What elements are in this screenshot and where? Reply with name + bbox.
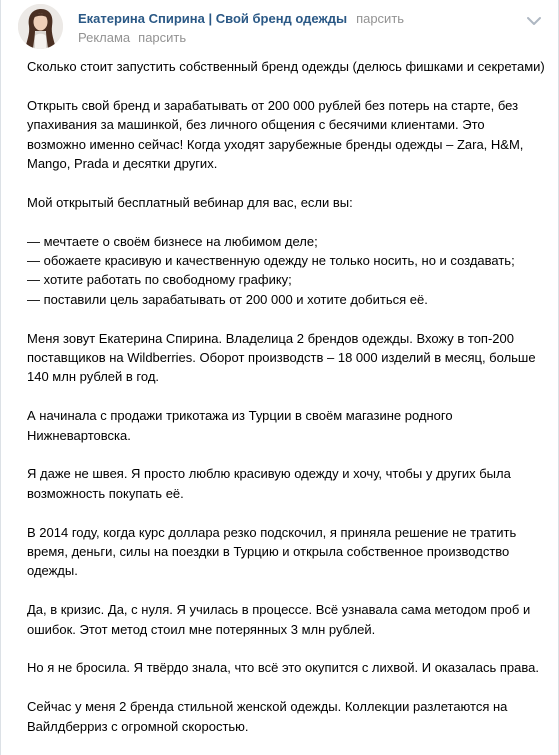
- post-paragraph: В 2014 году, когда курс доллара резко подскочил, я приняла решение не тратить время, деньги, силы на поездки в Турцию и открыла собственное производство одежды.: [27, 524, 517, 579]
- post-paragraph: Сколько стоит запустить собственный бренд одежды (делюсь фишками и секретами): [27, 59, 545, 74]
- chevron-down-icon[interactable]: [526, 15, 542, 27]
- parse-link[interactable]: парсить: [356, 11, 405, 26]
- ad-label: Реклама: [78, 30, 131, 45]
- post-paragraph: — мечтаете о своём бизнесе на любимом деле; — обожаете красивую и качественную одежду не только носить, но и создавать; — хотите работать по свободному графику; — поставили цель зарабатывать от 200 000 и хотите добиться её.: [27, 233, 515, 307]
- meta-parse-link[interactable]: парсить: [138, 30, 187, 45]
- post-meta: [78, 30, 186, 46]
- avatar[interactable]: [18, 4, 63, 49]
- post-paragraph: Я даже не швея. Я просто люблю красивую одежду и хочу, чтобы у других была возможность покупать её.: [27, 466, 511, 501]
- avatar-photo: [18, 4, 63, 49]
- post-paragraph: Сейчас у меня 2 бренда стильной женской одежды. Коллекции разлетаются на Вайлдберриз с огромной скоростью.: [27, 699, 508, 734]
- post-paragraph: А начинала с продажи трикотажа из Турции в своём магазине родного Нижневартовска.: [27, 408, 453, 443]
- post-paragraph: Открыть свой бренд и зарабатывать от 200 000 рублей без потерь на старте, без упахивания за машинкой, без личного общения с бесячими клиентами. Это возможно именно сейчас! Когда уходят зарубежные бренды одежды – Zara, H&M, Mango, Prada и десятки других.: [27, 97, 524, 172]
- post-header: [1, 0, 558, 56]
- post-paragraph: Мой открытый бесплатный вебинар для вас, если вы:: [27, 194, 353, 210]
- post-paragraph: Меня зовут Екатерина Спирина. Владелица 2 брендов одежды. Вхожу в топ-200 поставщиков на Wildberries. Оборот производств – 18 000 изделий в месяц, больше 140 млн рублей в год.: [27, 330, 536, 385]
- post-text: [27, 57, 547, 755]
- post-paragraph: Но я не бросила. Я твёрдо знала, что всё это окупится с лихвой. И оказалась права.: [27, 660, 539, 676]
- author-name-link[interactable]: Екатерина Спирина | Свой бренд одежды: [78, 11, 348, 26]
- author-line: [78, 11, 404, 27]
- post-paragraph: Да, в кризис. Да, с нуля. Я училась в процессе. Всё узнавала сама методом проб и ошибок. Этот метод стоил мне потерянных 3 млн рублей.: [27, 602, 531, 637]
